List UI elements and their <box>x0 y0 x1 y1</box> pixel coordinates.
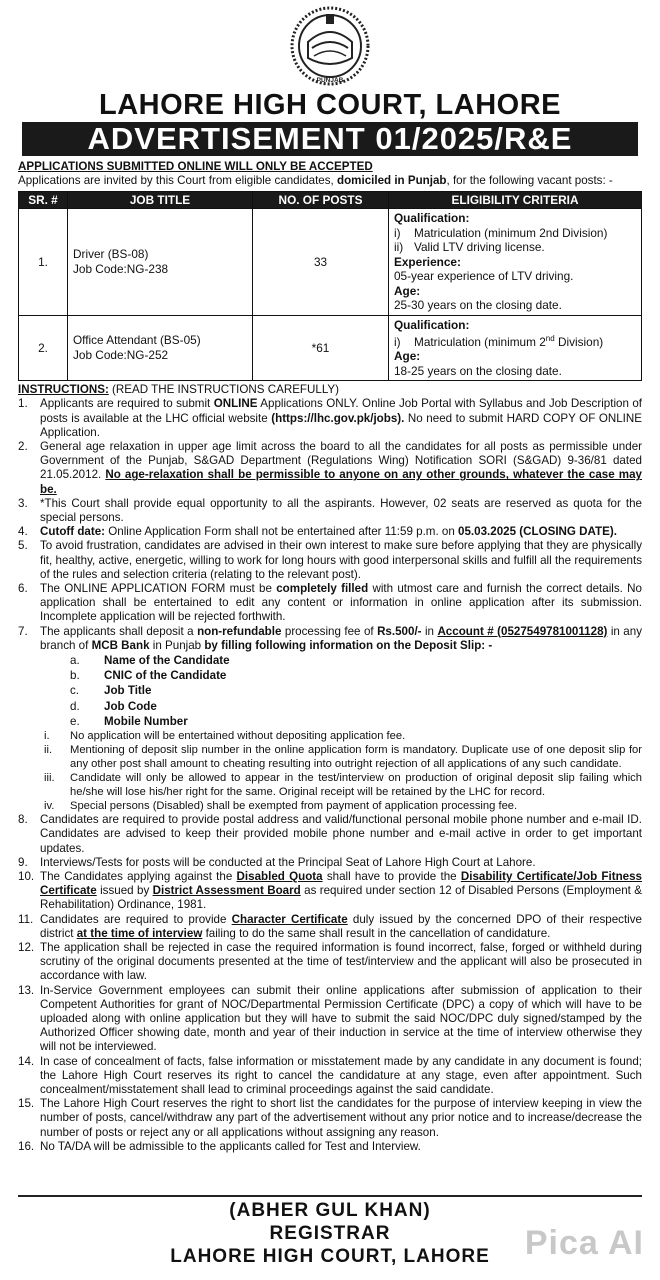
table-row <box>19 209 642 316</box>
list-item: 12. The application shall be rejected in case the required information is found incorrect, false, forged or withheld during scrutiny of the original documents presented at the time of test/interview and the applicant will also be prosecuted in accordance with law. <box>18 940 642 983</box>
jobs-portal-link[interactable]: (https://lhc.gov.pk/jobs). <box>271 411 405 425</box>
row-sr: 2. <box>19 315 68 381</box>
row-eligibility: Qualification: i) Matriculation (minimum 2nd Division) ii) Valid LTV driving license. Experience: 05-year experience of LTV driving. Age: 25-30 years on the closing date. <box>389 209 642 316</box>
list-item: a. Name of the Candidate <box>70 654 230 668</box>
fee-notes <box>18 729 642 813</box>
list-item: 3. *This Court shall provide equal opportunity to all the aspirants. However, 02 seats are reserved as quota for the special persons. <box>18 496 642 525</box>
list-item: 10. The Candidates applying against the Disabled Quota shall have to provide the Disability Certificate/Job Fitness Certificate issued by District Assessment Board as required under section 12 of Disabled Persons (Employment & Rehabilitation) Ordinance, 1981. <box>18 869 643 912</box>
list-item: 15. The Lahore High Court reserves the right to short list the candidates for the purpose of interview keeping in view the number of posts, cancel/withdraw any part of the advertisement without any prior notice and to increase/decrease the number of posts or reject any or all applications without assigning any reason. <box>18 1097 642 1139</box>
list-item: 1. Applicants are required to submit ONLINE Applications ONLY. Online Job Portal with Syllabus and Job Description of posts is available at the LHC official website (https://lhc.gov.pk/jobs). No need to submit HARD COPY OF ONLINE Application. <box>18 397 642 439</box>
court-title: LAHORE HIGH COURT, LAHORE <box>99 89 561 121</box>
online-only-note: APPLICATIONS SUBMITTED ONLINE WILL ONLY BE ACCEPTED <box>18 160 373 173</box>
list-item: ii. Mentioning of deposit slip number in the online application form is mandatory. Duplicate use of one deposit slip for any other post shall amount to cheating resulting into outright rejection of all applications of any such candidate. <box>44 744 642 771</box>
emblem-text: PUNJAB <box>316 77 344 84</box>
list-item: 4. Cutoff date: Online Application Form shall not be entertained after 11:59 p.m. on 05.03.2025 (CLOSING DATE). <box>18 525 617 539</box>
invitation-text: Applications are invited by this Court from eligible candidates, domiciled in Punjab, for the following vacant posts: - <box>18 174 613 187</box>
header-job-title: JOB TITLE <box>68 192 253 209</box>
list-item: 5. To avoid frustration, candidates are advised in their own interest to make sure before applying that they are physically fit, healthy, active, energetic, willing to work for long hours with good interpersonal skills and fulfill all the requirements of the rules and selection criteria (relating to the relevant post). <box>18 539 642 581</box>
list-item: i. No application will be entertained without depositing application fee. <box>44 730 406 743</box>
advertisement-title: ADVERTISEMENT 01/2025/R&E <box>22 122 638 156</box>
instructions-list-continued <box>18 813 642 1154</box>
list-item: 11. Candidates are required to provide Character Certificate duly issued by the concerned DPO of their respective district at the time of interview failing to do the same shall result in the cancellation of candidature. <box>18 912 642 940</box>
signature-divider <box>18 1195 642 1197</box>
list-item: 2. General age relaxation in upper age limit across the board to all the candidates for all posts as permissible under Government of the Punjab, S&GAD Department (Regulations Wing) Notification SORI (S&GAD) 9-36/81 dated 21.05.2012. No age-relaxation shall be permissible to anyone on any other grounds, whatever the case may be. <box>18 440 642 496</box>
table-header-row <box>19 192 642 209</box>
list-item: 16. No TA/DA will be admissible to the applicants called for Test and Interview. <box>18 1139 421 1153</box>
signatory-designation: REGISTRAR <box>269 1223 391 1244</box>
list-item: iv. Special persons (Disabled) shall be exempted from payment of application processing fee. <box>44 800 518 813</box>
list-item: 8. Candidates are required to provide postal address and valid/functional personal mobile phone number and e-mail ID. Candidates are advised to keep their provided mobile phone number and e-mail active in order to get important updates. <box>18 813 642 855</box>
list-item: 13. In-Service Government employees can submit their online applications after submission of application to their Competent Authorities for grant of NOC/Departmental Permission Certificate (DPC) a copy of which will have to be uploaded along with online application but they will have to submit the said NOC/DPC duly signed/stamped by the Authorized Officer showing date, month and year of their induction in service at the time of interview otherwise they will not be interviewed. <box>18 983 642 1054</box>
list-item: 6. The ONLINE APPLICATION FORM must be completely filled with utmost care and furnish the correct details. No application shall be entertained to edit any content or information in online application after its submission. Incomplete application will be rejected forthwith. <box>18 582 643 624</box>
row-posts: *61 <box>253 315 389 381</box>
header-no-of-posts: NO. OF POSTS <box>253 192 389 209</box>
signatory-name: (ABHER GUL KHAN) <box>229 1200 431 1221</box>
list-item: c. Job Title <box>70 684 152 698</box>
header-sr: SR. # <box>19 192 68 209</box>
row-sr: 1. <box>19 209 68 316</box>
row-job-title: Driver (BS-08) Job Code:NG-238 <box>68 209 253 316</box>
list-item: 14. In case of concealment of facts, false information or misstatement made by any candidate in any document is found; the Lahore High Court reserves its right to cancel the candidature at any stage, even after appointment. Such concealment/misstatement shall lead to criminal proceedings against the said candidate. <box>18 1054 642 1096</box>
list-item: e. Mobile Number <box>70 714 188 728</box>
watermark: Pica AI <box>524 1224 644 1262</box>
table-row <box>19 315 642 381</box>
list-item: iii. Candidate will only be allowed to appear in the test/interview on production of original deposit slip failing which he/she will lose his/her right for the same. Original receipt will be retained by the LHC for record. <box>44 772 642 799</box>
punjab-emblem-icon <box>288 6 372 88</box>
signatory-office: LAHORE HIGH COURT, LAHORE <box>170 1246 490 1267</box>
instructions-list <box>18 397 642 653</box>
list-item: 9. Interviews/Tests for posts will be conducted at the Principal Seat of Lahore High Court at Lahore. <box>18 855 536 869</box>
list-item: d. Job Code <box>70 699 157 713</box>
list-item: b. CNIC of the Candidate <box>70 669 227 683</box>
row-job-title: Office Attendant (BS-05) Job Code:NG-252 <box>68 315 253 381</box>
deposit-slip-fields <box>18 653 642 729</box>
row-eligibility: Qualification: i) Matriculation (minimum 2nd Division) Age: 18-25 years on the closing date. <box>389 315 642 381</box>
instructions-heading: INSTRUCTIONS: (READ THE INSTRUCTIONS CAREFULLY) <box>18 383 340 397</box>
vacancy-table <box>18 191 642 381</box>
row-posts: 33 <box>253 209 389 316</box>
list-item: 7. The applicants shall deposit a non-refundable processing fee of Rs.500/- in Account # (0527549781001128) in any branch of MCB Bank in Punjab by filling following information on the Deposit Slip: - <box>18 624 642 652</box>
header-eligibility: ELIGIBILITY CRITERIA <box>389 192 642 209</box>
